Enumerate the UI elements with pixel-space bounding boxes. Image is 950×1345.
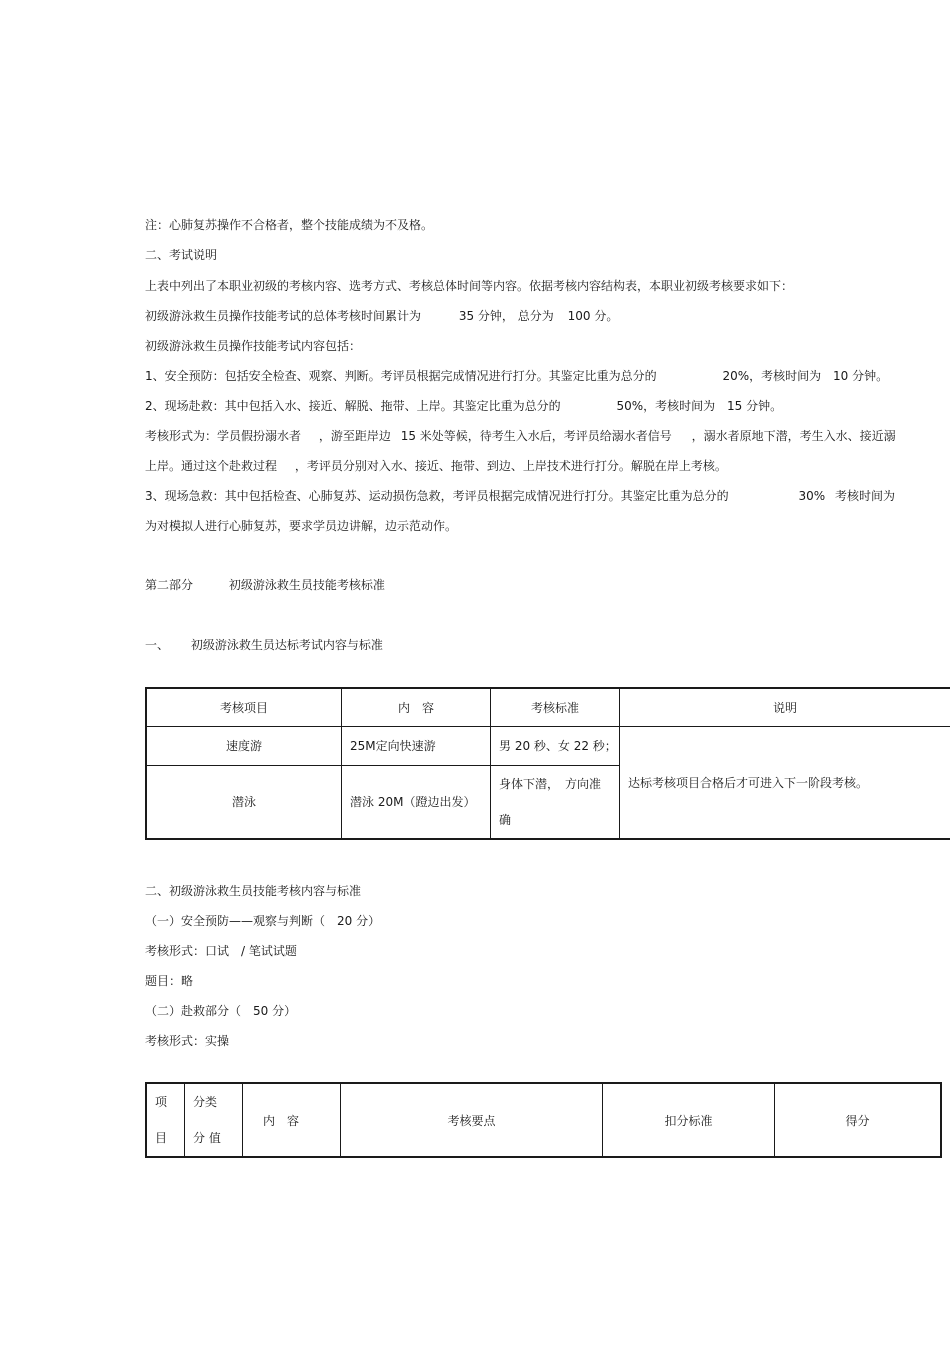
header-note: 说明 (620, 688, 950, 726)
item-3-continued: 为对模拟人进行心肺复苏，要求学员边讲解，边示范动作。 (145, 519, 458, 533)
part-b-heading: （二）赴救部分（ 50 分） (145, 1004, 297, 1018)
note-line: 注：心肺复苏操作不合格者，整个技能成绩为不及格。 (145, 218, 434, 232)
part-a-heading: （一）安全预防——观察与判断（ 20 分） (145, 914, 381, 928)
header-deduction: 扣分标准 (603, 1083, 775, 1157)
content-line: 初级游泳救生员操作技能考试内容包括： (145, 339, 362, 353)
header-category: 分类 分 值 (185, 1083, 243, 1157)
subsection-1-heading: 一、 初级游泳救生员达标考试内容与标准 (145, 638, 383, 652)
row-item: 潜泳 (146, 765, 342, 839)
part-a-topic: 题目：略 (145, 974, 194, 988)
intro-paragraph: 上表中列出了本职业初级的考核内容、选考方式、考核总体时间等内容。依据考核内容结构表，本职业初级考核要求如下： (145, 279, 794, 293)
row-item: 速度游 (146, 726, 342, 765)
header-content: 内 容 (243, 1083, 341, 1157)
item-1: 1、安全预防：包括安全检查、观察、判断。考评员根据完成情况进行打分。其鉴定比重为总分的 20%，考核时间为 10 分钟。 (145, 369, 889, 383)
row-content: 25M定向快速游 (342, 726, 491, 765)
row-standard: 男 20 秒、女 22 秒； (491, 726, 620, 765)
part-b-form: 考核形式：实操 (145, 1034, 230, 1048)
form-line-2: 上岸。通过这个赴救过程 ，考评员分别对入水、接近、拖带、到边、上岸技术进行打分。解脱在岸上考核。 (145, 459, 727, 473)
header-standard: 考核标准 (491, 688, 620, 726)
scoring-table (145, 1082, 942, 1158)
header-item: 考核项目 (146, 688, 342, 726)
header-key-points: 考核要点 (341, 1083, 603, 1157)
total-time-line: 初级游泳救生员操作技能考试的总体考核时间累计为 35 分钟， 总分为 100 分。 (145, 309, 619, 323)
subsection-2-heading: 二、初级游泳救生员技能考核内容与标准 (145, 884, 362, 898)
row-content: 潜泳 20M（蹬边出发） (342, 765, 491, 839)
row-note: 达标考核项目合格后才可进入下一阶段考核。 (620, 726, 950, 839)
header-item: 项 目 (146, 1083, 185, 1157)
standards-table (145, 687, 950, 840)
part2-heading: 第二部分 初级游泳救生员技能考核标准 (145, 578, 385, 592)
header-score: 得分 (775, 1083, 942, 1157)
header-content: 内 容 (342, 688, 491, 726)
section-title: 二、考试说明 (145, 248, 218, 262)
table-row (146, 726, 950, 765)
item-2: 2、现场赴救：其中包括入水、接近、解脱、拖带、上岸。其鉴定比重为总分的 50%，考核时间为 15 分钟。 (145, 399, 783, 413)
item-3: 3、现场急救：其中包括检查、心肺复苏、运动损伤急救，考评员根据完成情况进行打分。其鉴定比重为总分的 30% 考核时间为 (145, 489, 895, 503)
part-a-form: 考核形式：口试 / 笔试试题 (145, 944, 297, 958)
table-header-row (146, 688, 950, 726)
table-header-row (146, 1083, 941, 1157)
form-line: 考核形式为：学员假扮溺水者 ，游至距岸边 15 米处等候，待考生入水后，考评员给溺水者信号 ，溺水者原地下潜，考生入水、接近溺 (145, 429, 896, 443)
row-standard: 身体下潜， 方向准 确 (491, 765, 620, 839)
